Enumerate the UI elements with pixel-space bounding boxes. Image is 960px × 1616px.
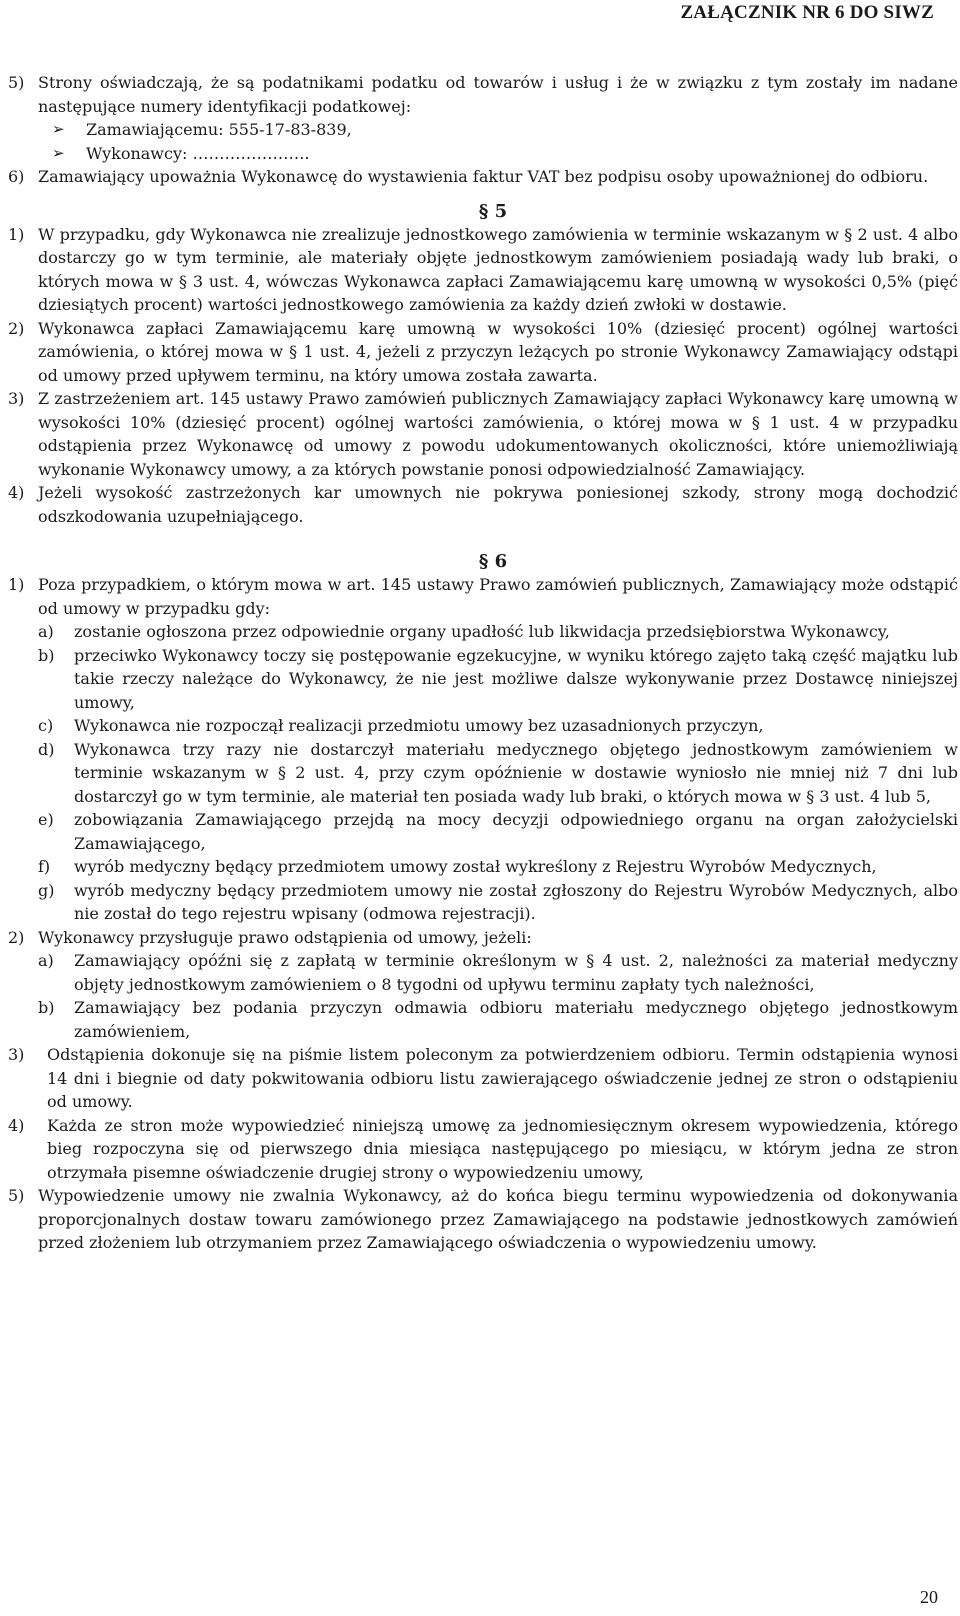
sub-item: [38, 644, 958, 715]
arrow-bullet-icon: ➢: [52, 143, 65, 162]
item-text: Z zastrzeżeniem art. 145 ustawy Prawo zamówień publicznych Zamawiający zapłaci Wykonawcy karę umowną w wysokości 10% (dziesięć procent) ogólnej wartości zamówienia, o której mowa w § 1 ust. 4 w przypadku odstąpienia przez Wykonawcę od umowy z powodu udokumentowanych okoliczności, które uniemożliwiają wykonanie Wykonawcy umowy, a za których powstanie ponosi odpowiedzialność Zamawiający.: [38, 389, 958, 479]
sub-item-letter: e): [38, 810, 54, 829]
item-number: 4): [8, 1115, 25, 1135]
sec5-item: [8, 481, 958, 528]
bullet-item: [52, 118, 958, 142]
sub-item-text: Zamawiający bez podania przyczyn odmawia odbioru materiału medycznego objętego jednostkowym zamówieniem,: [74, 998, 958, 1041]
item-text: Strony oświadczają, że są podatnikami podatku od towarów i usług i że w związku z tym zostały im nadane następujące numery identyfikacji podatkowej:: [38, 73, 958, 116]
sub-item-letter: c): [38, 716, 54, 735]
item-number: 5): [8, 1186, 25, 1205]
sub-item-letter: b): [38, 998, 55, 1017]
sec6-item: [8, 1043, 958, 1114]
sub-item-letter: g): [38, 880, 55, 900]
sub-item-letter: d): [38, 739, 55, 759]
sub-item: [38, 996, 958, 1043]
sub-item-text: Zamawiający opóźni się z zapłatą w terminie określonym w § 4 ust. 2, należności za materiał medyczny objęty jednostkowym zamówieniem o 8 tygodni od upływu terminu zapłaty tych należności,: [74, 951, 958, 994]
sub-item: [38, 855, 958, 879]
section-heading-5: § 5: [478, 200, 508, 222]
sec6-item: [8, 926, 958, 950]
sub-item-letter: b): [38, 645, 55, 665]
sub-item-letter: a): [38, 951, 54, 970]
item-text: Odstąpienia dokonuje się na piśmie listem poleconym za potwierdzeniem odbioru. Termin odstąpienia wynosi 14 dni i biegnie od daty pokwitowania odbioru listu zawierającego oświadczenie jednej ze stron o odstąpieniu od umowy.: [47, 1045, 958, 1111]
item-number: 3): [8, 1045, 25, 1064]
sub-item-letter: a): [38, 622, 54, 641]
sec5-item: [8, 317, 958, 388]
bullet-text: Zamawiającemu: 555-17-83-839,: [86, 120, 352, 139]
document-body: [8, 71, 958, 1255]
paragraph-5: [8, 71, 958, 118]
sub-item: [38, 808, 958, 855]
item-text: Każda ze stron może wypowiedzieć niniejszą umowę za jednomiesięcznym okresem wypowiedzenia, którego bieg rozpoczyna się od pierwszego dnia miesiąca następującego po miesiącu, w którym jedna ze stron otrzymała pisemne oświadczenie drugiej strony o wypowiedzeniu umowy,: [47, 1115, 958, 1182]
spacer: [8, 189, 958, 201]
sub-item-text: wyrób medyczny będący przedmiotem umowy nie został zgłoszony do Rejestru Wyrobów Medycznych, albo nie został do tego rejestru wpisany (odmowa rejestracji).: [74, 880, 958, 923]
sub-item-text: Wykonawca trzy razy nie dostarczył materiału medycznego objętego jednostkowym zamówieniem w terminie wskazanym w § 2 ust. 4, przy czym opóźnienie w dostawie wyniosło nie mniej niż 7 dni lub dostarczył go w tym terminie, ale materiał ten posiada wady lub braki, o których mowa w § 3 ust. 4 lub 5,: [74, 739, 958, 806]
item-text: Poza przypadkiem, o którym mowa w art. 145 ustawy Prawo zamówień publicznych, Zamawiający może odstąpić od umowy w przypadku gdy:: [38, 575, 958, 618]
sub-item: [38, 949, 958, 996]
sec5-item: [8, 223, 958, 317]
sub-item: [38, 620, 958, 644]
item-number: 2): [8, 318, 25, 338]
item-text: Jeżeli wysokość zastrzeżonych kar umownych nie pokrywa poniesionej szkody, strony mogą dochodzić odszkodowania uzupełniającego.: [38, 483, 958, 526]
sub-item: [38, 714, 958, 738]
sub-item: [38, 879, 958, 926]
spacer: [8, 528, 958, 551]
sub-item-text: zostanie ogłoszona przez odpowiednie organy upadłość lub likwidacja przedsiębiorstwa Wykonawcy,: [74, 622, 890, 641]
item-number: 1): [8, 224, 25, 244]
sub-item-text: zobowiązania Zamawiającego przejdą na mocy decyzji odpowiedniego organu na organ założycielski Zamawiającego,: [74, 810, 958, 853]
paragraph-6: [8, 165, 958, 189]
item-text: W przypadku, gdy Wykonawca nie zrealizuje jednostkowego zamówienia w terminie wskazanym w § 2 ust. 4 albo dostarczy go w tym terminie, ale materiały objęte jednostkowym zamówieniem posiadają wady lub braki, o których mowa w § 3 ust. 4, wówczas Wykonawca zapłaci Zamawiającemu karę umowną w wysokości 0,5% (pięć dziesiątych procent) wartości jednostkowego zamówienia za każdy dzień zwłoki w dostawie.: [38, 224, 958, 314]
item-text: Zamawiający upoważnia Wykonawcę do wystawienia faktur VAT bez podpisu osoby upoważnionej do odbioru.: [38, 167, 929, 186]
sec5-item: [8, 387, 958, 481]
sec6-item: [8, 573, 958, 620]
item-number: 5): [8, 73, 25, 92]
page-number: 20: [920, 1587, 938, 1607]
item-number: 4): [8, 483, 25, 502]
item-number: 3): [8, 389, 25, 408]
sub-item-text: przeciwko Wykonawcy toczy się postępowanie egzekucyjne, w wyniku którego zajęto taką część majątku lub takie rzeczy należące do Wykonawcy, że nie jest możliwe dalsze wykonywanie przez Dostawcę niniejszej umowy,: [74, 645, 958, 712]
sub-item-letter: f): [38, 857, 51, 876]
bullet-text: Wykonawcy: ………………….: [86, 143, 310, 163]
sub-item: [38, 738, 958, 809]
item-text: Wykonawcy przysługuje prawo odstąpienia od umowy, jeżeli:: [38, 927, 532, 947]
sub-item-text: wyrób medyczny będący przedmiotem umowy został wykreślony z Rejestru Wyrobów Medycznych,: [74, 857, 877, 876]
sec6-item: [8, 1184, 958, 1255]
attachment-header: ZAŁĄCZNIK NR 6 DO SIWZ: [680, 2, 934, 23]
item-number: 1): [8, 575, 25, 594]
sec6-item: [8, 1114, 958, 1185]
item-text: Wypowiedzenie umowy nie zwalnia Wykonawcy, aż do końca biegu terminu wypowiedzenia od dokonywania proporcjonalnych dostaw towaru zamówionego przez Zamawiającego na podstawie jednostkowych zamówień przed złożeniem lub otrzymaniem przez Zamawiającego oświadczenia o wypowiedzeniu umowy.: [38, 1186, 958, 1252]
item-text: Wykonawca zapłaci Zamawiającemu karę umowną w wysokości 10% (dziesięć procent) ogólnej wartości zamówienia, o której mowa w § 1 ust. 4, jeżeli z przyczyn leżących po stronie Wykonawcy Zamawiający odstąpi od umowy przed upływem terminu, na który umowa została zawarta.: [38, 318, 958, 385]
item-number: 6): [8, 167, 25, 186]
arrow-bullet-icon: ➢: [52, 120, 65, 138]
sub-item-text: Wykonawca nie rozpoczął realizacji przedmiotu umowy bez uzasadnionych przyczyn,: [74, 716, 764, 735]
item-number: 2): [8, 927, 25, 947]
section-heading-6: § 6: [478, 551, 508, 572]
bullet-item: [52, 142, 958, 166]
